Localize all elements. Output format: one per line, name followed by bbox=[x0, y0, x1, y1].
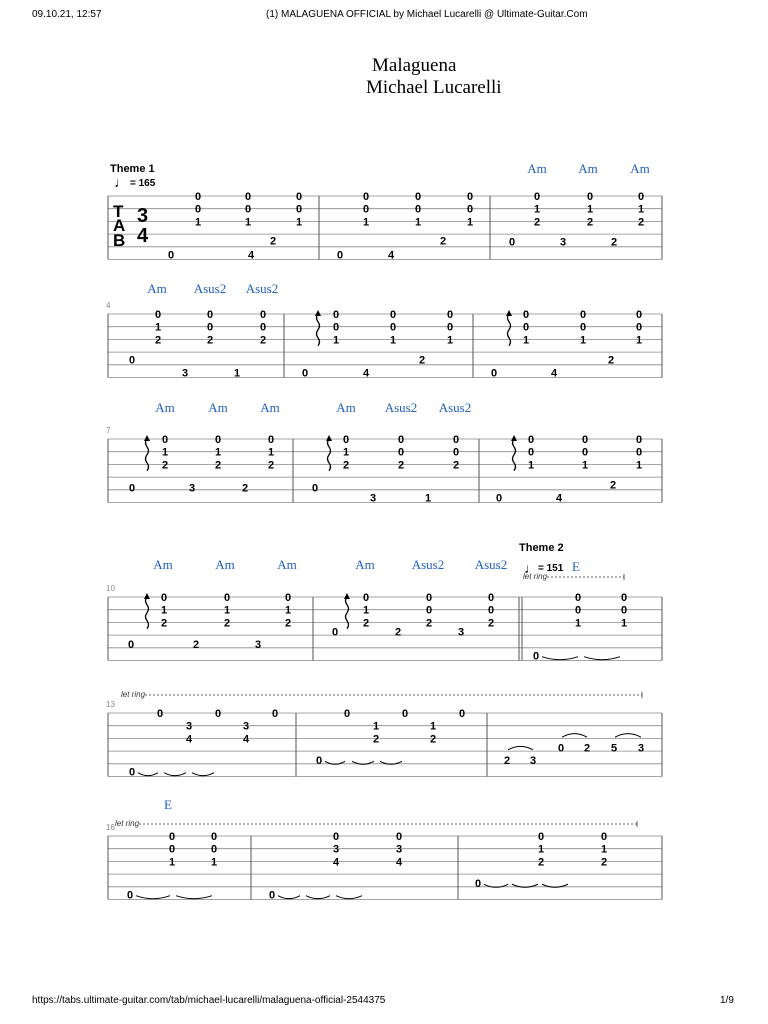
fret-number: 0 bbox=[586, 191, 594, 203]
chord-name: Am bbox=[355, 557, 375, 572]
fret-number: 0 bbox=[206, 321, 214, 334]
fret-number: 0 bbox=[362, 191, 370, 203]
fret-number: 0 bbox=[194, 191, 202, 203]
tie-arc bbox=[584, 657, 620, 660]
let-ring-label: let ring bbox=[121, 690, 146, 699]
fret-number: 2 bbox=[439, 235, 447, 248]
fret-number: 2 bbox=[607, 354, 615, 367]
fret-number: 0 bbox=[452, 446, 460, 459]
fret-number: 4 bbox=[362, 367, 370, 380]
chord-name: Asus2 bbox=[245, 281, 279, 296]
fret-number: 0 bbox=[458, 708, 466, 720]
fret-number: 2 bbox=[583, 742, 591, 755]
tie-arc bbox=[336, 896, 362, 899]
fret-number: 2 bbox=[160, 617, 168, 630]
fret-number: 0 bbox=[168, 843, 176, 856]
arpeggio-arrow bbox=[344, 593, 350, 599]
fret-number: 0 bbox=[311, 482, 319, 495]
fret-number: 2 bbox=[397, 459, 405, 472]
fret-number: 2 bbox=[154, 334, 162, 347]
arpeggio-arrow bbox=[144, 593, 150, 599]
fret-number: 2 bbox=[206, 334, 214, 347]
arpeggio-arrow bbox=[326, 435, 332, 441]
arpeggio-mark bbox=[513, 439, 516, 471]
fret-number: 1 bbox=[342, 446, 350, 459]
fret-number: 0 bbox=[635, 309, 643, 321]
fret-number: 0 bbox=[574, 592, 582, 604]
fret-number: 2 bbox=[537, 856, 545, 869]
fret-number: 1 bbox=[168, 856, 176, 869]
fret-number: 3 bbox=[395, 843, 403, 856]
fret-number: 1 bbox=[600, 843, 608, 856]
chord-name: Am bbox=[153, 557, 173, 572]
fret-number: 1 bbox=[161, 446, 169, 459]
fret-number: 0 bbox=[284, 592, 292, 604]
fret-number: 1 bbox=[466, 216, 474, 229]
fret-number: 4 bbox=[395, 856, 403, 869]
fret-number: 3 bbox=[181, 367, 189, 380]
fret-number: 0 bbox=[466, 203, 474, 216]
fret-number: 0 bbox=[581, 446, 589, 459]
fret-number: 0 bbox=[425, 604, 433, 617]
fret-number: 2 bbox=[259, 334, 267, 347]
tie-arc bbox=[164, 773, 186, 776]
tie-arc bbox=[562, 734, 587, 738]
fret-number: 1 bbox=[214, 446, 222, 459]
print-timestamp: 09.10.21, 12:57 bbox=[32, 9, 102, 20]
fret-number: 4 bbox=[247, 249, 255, 262]
fret-number: 0 bbox=[223, 592, 231, 604]
fret-number: 0 bbox=[635, 434, 643, 446]
chord-name: Asus2 bbox=[384, 400, 418, 415]
chord-name: Am bbox=[260, 400, 280, 415]
chord-name: Am bbox=[155, 400, 175, 415]
tie-arc bbox=[542, 657, 578, 660]
fret-number: 0 bbox=[342, 434, 350, 446]
fret-number: 0 bbox=[128, 482, 136, 495]
fret-number: 2 bbox=[418, 354, 426, 367]
fret-number: 1 bbox=[637, 203, 645, 216]
fret-number: 0 bbox=[490, 367, 498, 380]
print-url: https://tabs.ultimate-guitar.com/tab/michael-lucarelli/malaguena-official-2544375 bbox=[32, 995, 386, 1006]
fret-number: 1 bbox=[160, 604, 168, 617]
chord-name: E bbox=[572, 559, 580, 574]
fret-number: 3 bbox=[185, 720, 193, 733]
arpeggio-arrow bbox=[506, 310, 512, 316]
song-title: Malaguena bbox=[372, 55, 457, 76]
fret-number: 1 bbox=[574, 617, 582, 630]
measure-number: 10 bbox=[106, 584, 115, 593]
fret-number: 0 bbox=[128, 354, 136, 367]
fret-number: 1 bbox=[533, 203, 541, 216]
tie-arc bbox=[176, 896, 212, 899]
fret-number: 2 bbox=[214, 459, 222, 472]
arpeggio-arrow bbox=[511, 435, 517, 441]
fret-number: 2 bbox=[533, 216, 541, 229]
fret-number: 0 bbox=[487, 604, 495, 617]
fret-number: 0 bbox=[160, 592, 168, 604]
tab-clef-t: T bbox=[113, 202, 124, 221]
tie-arc bbox=[278, 896, 300, 899]
fret-number: 0 bbox=[244, 203, 252, 216]
fret-number: 0 bbox=[210, 831, 218, 843]
measure-number: 7 bbox=[106, 426, 111, 435]
fret-number: 2 bbox=[452, 459, 460, 472]
fret-number: 1 bbox=[154, 321, 162, 334]
fret-number: 2 bbox=[600, 856, 608, 869]
fret-number: 1 bbox=[635, 459, 643, 472]
chord-name: Am bbox=[215, 557, 235, 572]
chord-name: Am bbox=[208, 400, 228, 415]
fret-number: 0 bbox=[362, 203, 370, 216]
arpeggio-mark bbox=[346, 597, 349, 629]
fret-number: 1 bbox=[372, 720, 380, 733]
fret-number: 1 bbox=[362, 604, 370, 617]
fret-number: 0 bbox=[537, 831, 545, 843]
tie-arc bbox=[615, 734, 641, 738]
fret-number: 4 bbox=[387, 249, 395, 262]
fret-number: 0 bbox=[268, 889, 276, 902]
fret-number: 0 bbox=[527, 446, 535, 459]
fret-number: 2 bbox=[394, 626, 402, 639]
fret-number: 2 bbox=[586, 216, 594, 229]
fret-number: 1 bbox=[194, 216, 202, 229]
fret-number: 1 bbox=[579, 334, 587, 347]
fret-number: 0 bbox=[389, 309, 397, 321]
let-ring-label: let ring bbox=[115, 819, 140, 828]
tie-arc bbox=[138, 773, 158, 776]
fret-number: 4 bbox=[332, 856, 340, 869]
fret-number: 0 bbox=[156, 708, 164, 720]
chord-name: E bbox=[164, 797, 172, 812]
fret-number: 0 bbox=[474, 877, 482, 890]
fret-number: 0 bbox=[635, 321, 643, 334]
fret-number: 0 bbox=[508, 236, 516, 249]
fret-number: 0 bbox=[259, 309, 267, 321]
fret-number: 2 bbox=[362, 617, 370, 630]
fret-number: 1 bbox=[424, 492, 432, 505]
quarter-note-glyph: ♩ bbox=[114, 174, 128, 190]
theme-2-label: Theme 2 bbox=[519, 542, 564, 554]
fret-number: 0 bbox=[214, 708, 222, 720]
fret-number: 0 bbox=[414, 191, 422, 203]
quarter-note-glyph: ♩ bbox=[524, 560, 538, 576]
arpeggio-mark bbox=[146, 597, 149, 629]
fret-number: 0 bbox=[271, 708, 279, 720]
fret-number: 1 bbox=[295, 216, 303, 229]
fret-number: 0 bbox=[295, 203, 303, 216]
fret-number: 1 bbox=[581, 459, 589, 472]
tempo-mark: = 151 bbox=[538, 563, 564, 574]
fret-number: 0 bbox=[557, 742, 565, 755]
fret-number: 1 bbox=[620, 617, 628, 630]
tab-clef-a: A bbox=[113, 216, 126, 235]
fret-number: 2 bbox=[223, 617, 231, 630]
fret-number: 0 bbox=[452, 434, 460, 446]
fret-number: 0 bbox=[446, 321, 454, 334]
fret-number: 1 bbox=[537, 843, 545, 856]
fret-number: 3 bbox=[457, 626, 465, 639]
fret-number: 0 bbox=[522, 321, 530, 334]
fret-number: 0 bbox=[295, 191, 303, 203]
fret-number: 0 bbox=[210, 843, 218, 856]
fret-number: 0 bbox=[301, 367, 309, 380]
fret-number: 0 bbox=[487, 592, 495, 604]
fret-number: 0 bbox=[446, 309, 454, 321]
fret-number: 0 bbox=[395, 831, 403, 843]
fret-number: 0 bbox=[336, 249, 344, 262]
fret-number: 4 bbox=[550, 367, 558, 380]
fret-number: 0 bbox=[194, 203, 202, 216]
fret-number: 1 bbox=[389, 334, 397, 347]
chord-name: Am bbox=[147, 281, 167, 296]
measure-number: 13 bbox=[106, 700, 115, 709]
fret-number: 3 bbox=[254, 638, 262, 651]
fret-number: 3 bbox=[332, 843, 340, 856]
tie-arc bbox=[192, 773, 214, 776]
fret-number: 0 bbox=[214, 434, 222, 446]
fret-number: 0 bbox=[527, 434, 535, 446]
chord-name: Asus2 bbox=[411, 557, 445, 572]
fret-number: 1 bbox=[586, 203, 594, 216]
arpeggio-arrow bbox=[315, 310, 321, 316]
fret-number: 0 bbox=[168, 831, 176, 843]
fret-number: 0 bbox=[495, 492, 503, 505]
print-page-number: 1/9 bbox=[720, 995, 734, 1006]
fret-number: 1 bbox=[284, 604, 292, 617]
fret-number: 1 bbox=[527, 459, 535, 472]
fret-number: 0 bbox=[389, 321, 397, 334]
fret-number: 5 bbox=[610, 742, 618, 755]
fret-number: 1 bbox=[522, 334, 530, 347]
fret-number: 0 bbox=[332, 321, 340, 334]
fret-number: 1 bbox=[267, 446, 275, 459]
arpeggio-mark bbox=[146, 439, 149, 471]
fret-number: 0 bbox=[401, 708, 409, 720]
fret-number: 0 bbox=[574, 604, 582, 617]
fret-number: 0 bbox=[267, 434, 275, 446]
fret-number: 0 bbox=[167, 249, 175, 262]
fret-number: 0 bbox=[127, 638, 135, 651]
fret-number: 0 bbox=[533, 191, 541, 203]
fret-number: 1 bbox=[332, 334, 340, 347]
fret-number: 1 bbox=[429, 720, 437, 733]
chord-name: Am bbox=[630, 161, 650, 176]
fret-number: 0 bbox=[259, 321, 267, 334]
arpeggio-mark bbox=[508, 314, 511, 346]
fret-number: 3 bbox=[637, 742, 645, 755]
fret-number: 2 bbox=[429, 733, 437, 746]
chord-name: Am bbox=[578, 161, 598, 176]
fret-number: 0 bbox=[244, 191, 252, 203]
tie-arc bbox=[306, 896, 330, 899]
fret-number: 0 bbox=[154, 309, 162, 321]
fret-number: 2 bbox=[269, 235, 277, 248]
fret-number: 0 bbox=[397, 446, 405, 459]
fret-number: 2 bbox=[609, 479, 617, 492]
fret-number: 2 bbox=[267, 459, 275, 472]
fret-number: 2 bbox=[372, 733, 380, 746]
fret-number: 0 bbox=[126, 889, 134, 902]
fret-number: 2 bbox=[637, 216, 645, 229]
fret-number: 0 bbox=[206, 309, 214, 321]
fret-number: 0 bbox=[332, 309, 340, 321]
fret-number: 1 bbox=[223, 604, 231, 617]
chord-name: Am bbox=[527, 161, 547, 176]
fret-number: 0 bbox=[425, 592, 433, 604]
fret-number: 2 bbox=[425, 617, 433, 630]
fret-number: 0 bbox=[414, 203, 422, 216]
fret-number: 0 bbox=[579, 309, 587, 321]
fret-number: 0 bbox=[397, 434, 405, 446]
fret-number: 2 bbox=[342, 459, 350, 472]
fret-number: 2 bbox=[503, 754, 511, 767]
chord-name: Asus2 bbox=[193, 281, 227, 296]
fret-number: 0 bbox=[532, 650, 540, 663]
fret-number: 1 bbox=[446, 334, 454, 347]
chord-name: Am bbox=[277, 557, 297, 572]
fret-number: 3 bbox=[188, 482, 196, 495]
fret-number: 0 bbox=[635, 446, 643, 459]
fret-number: 4 bbox=[555, 492, 563, 505]
fret-number: 3 bbox=[559, 236, 567, 249]
fret-number: 1 bbox=[210, 856, 218, 869]
fret-number: 1 bbox=[414, 216, 422, 229]
fret-number: 3 bbox=[529, 754, 537, 767]
fret-number: 1 bbox=[635, 334, 643, 347]
fret-number: 2 bbox=[284, 617, 292, 630]
let-ring-label: let ring bbox=[523, 572, 548, 581]
fret-number: 4 bbox=[242, 733, 250, 746]
chord-name: Am bbox=[336, 400, 356, 415]
tempo-mark: = 165 bbox=[130, 178, 156, 189]
fret-number: 2 bbox=[161, 459, 169, 472]
fret-number: 0 bbox=[579, 321, 587, 334]
fret-number: 1 bbox=[233, 367, 241, 380]
fret-number: 0 bbox=[522, 309, 530, 321]
chord-name: Asus2 bbox=[474, 557, 508, 572]
fret-number: 0 bbox=[637, 191, 645, 203]
theme-1-label: Theme 1 bbox=[110, 163, 155, 175]
fret-number: 0 bbox=[331, 626, 339, 639]
fret-number: 0 bbox=[128, 766, 136, 779]
fret-number: 2 bbox=[610, 236, 618, 249]
fret-number: 0 bbox=[620, 592, 628, 604]
tie-arc bbox=[508, 746, 533, 750]
tie-arc bbox=[136, 896, 170, 899]
fret-number: 3 bbox=[242, 720, 250, 733]
chord-name: Asus2 bbox=[438, 400, 472, 415]
arpeggio-mark bbox=[328, 439, 331, 471]
arpeggio-arrow bbox=[144, 435, 150, 441]
tab-clef-b: B bbox=[113, 231, 126, 250]
fret-number: 0 bbox=[600, 831, 608, 843]
fret-number: 1 bbox=[244, 216, 252, 229]
song-artist: Michael Lucarelli bbox=[366, 77, 502, 98]
fret-number: 4 bbox=[185, 733, 193, 746]
fret-number: 0 bbox=[343, 708, 351, 720]
arpeggio-mark bbox=[317, 314, 320, 346]
fret-number: 0 bbox=[581, 434, 589, 446]
fret-number: 0 bbox=[466, 191, 474, 203]
fret-number: 0 bbox=[620, 604, 628, 617]
fret-number: 2 bbox=[241, 482, 249, 495]
fret-number: 0 bbox=[315, 754, 323, 767]
fret-number: 2 bbox=[192, 638, 200, 651]
fret-number: 1 bbox=[362, 216, 370, 229]
fret-number: 0 bbox=[362, 592, 370, 604]
measure-number: 4 bbox=[106, 301, 111, 310]
print-page-title: (1) MALAGUENA OFFICIAL by Michael Lucarelli @ Ultimate-Guitar.Com bbox=[266, 9, 588, 20]
fret-number: 2 bbox=[487, 617, 495, 630]
time-sig-bottom: 4 bbox=[137, 225, 149, 247]
fret-number: 3 bbox=[369, 492, 377, 505]
fret-number: 0 bbox=[161, 434, 169, 446]
measure-number: 16 bbox=[106, 823, 115, 832]
time-sig-top: 3 bbox=[137, 205, 149, 227]
fret-number: 0 bbox=[332, 831, 340, 843]
